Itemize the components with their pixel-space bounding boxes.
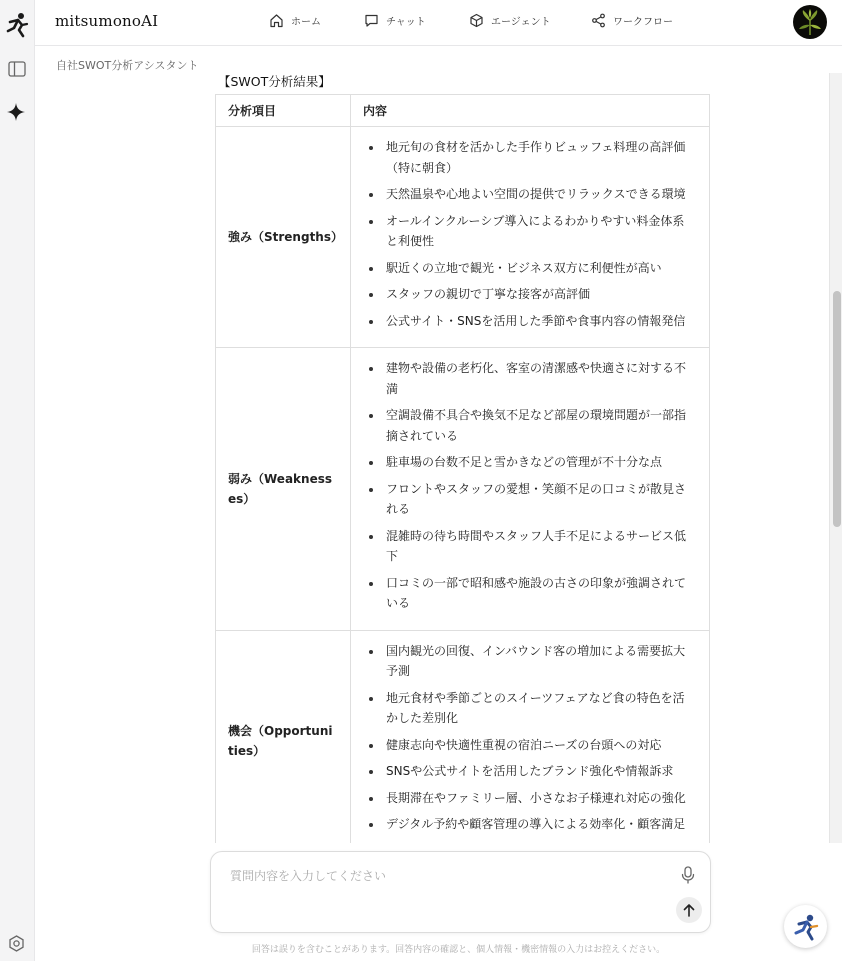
runner-mascot-icon [791,912,821,942]
nav-chat[interactable] [364,13,426,28]
table-row [216,127,710,348]
swot-table-header [216,95,710,127]
avatar-plant-icon [793,5,827,39]
chat-icon [364,13,379,28]
nav-agent-label: エージェント [491,17,551,28]
message-composer[interactable] [210,851,711,933]
list-item: 国内観光の回復、インバウンド客の増加による需要拡大予測 [364,641,696,682]
assistant-float-button[interactable] [784,905,827,948]
arrow-up-icon [683,904,695,917]
list-item: 地元食材や季節ごとのスイーツフェアなど食の特色を活かした差別化 [364,688,696,729]
list-item: 混雑時の待ち時間やスタッフ人手不足によるサービス低下 [364,526,696,567]
disclaimer-text: 回答は誤りを含むことがあります。回答内容の確認と、個人情報・機密情報の入力はお控えください。 [251,945,666,955]
app-brand[interactable]: mitsumonoAI [55,12,159,30]
row-label-opportunities: 機会（Opportunities） [216,630,351,843]
list-item: スタッフの親切で丁寧な接客が高評価 [364,284,696,305]
swot-table [215,94,710,843]
row-items-weaknesses [351,348,710,631]
list-item: デジタル予約や顧客管理の導入による効率化・顧客満足 [364,814,696,835]
list-item: 口コミの一部で昭和感や施設の古さの印象が強調されている [364,573,696,614]
sidebar-toggle-icon[interactable] [8,61,26,77]
list-item: 公式サイト・SNSを活用した季節や食事内容の情報発信 [364,311,696,332]
runner-logo-icon[interactable] [4,12,30,38]
list-item: 駅近くの立地で観光・ビジネス双方に利便性が高い [364,258,696,279]
top-bar [35,0,842,46]
list-item: フロントやスタッフの愛想・笑顔不足の口コミが散見される [364,479,696,520]
list-item: SNSや公式サイトを活用したブランド強化や情報訴求 [364,761,696,782]
list-item: 天然温泉や心地よい空間の提供でリラックスできる環境 [364,184,696,205]
share-icon [591,13,606,28]
nav-agent[interactable] [469,13,551,28]
header-content: 内容 [351,95,710,127]
microphone-icon[interactable] [680,866,696,884]
list-item: 駐車場の台数不足と雪かきなどの管理が不十分な点 [364,452,696,473]
chat-content [215,73,715,843]
row-items-opportunities [351,630,710,843]
list-item: 建物や設備の老朽化、客室の清潔感や快適さに対する不満 [364,358,696,399]
scrollbar-thumb[interactable] [833,291,841,527]
send-button[interactable] [676,897,702,923]
content-scrollbar[interactable] [829,73,842,843]
message-input[interactable]: 質問内容を入力してください [230,869,387,883]
list-item: 地元旬の食材を活かした手作りビュッフェ料理の高評価（特に朝食） [364,137,696,178]
row-items-strengths [351,127,710,348]
left-rail [0,0,35,961]
row-label-strengths: 強み（Strengths） [216,127,351,348]
list-item: 空調設備不具合や換気不足など部屋の環境問題が一部指摘されている [364,405,696,446]
nav-workflow[interactable] [591,13,673,28]
table-row [216,630,710,843]
list-item: オールインクルーシブ導入によるわかりやすい料金体系と利便性 [364,211,696,252]
list-item: 健康志向や快適性重視の宿泊ニーズの台頭への対応 [364,735,696,756]
breadcrumb[interactable]: 自社SWOT分析アシスタント [56,59,199,72]
cube-icon [469,13,484,28]
sparkle-icon[interactable] [7,103,25,121]
header-item: 分析項目 [216,95,351,127]
home-icon [269,13,284,28]
user-avatar[interactable] [793,5,827,39]
nav-home[interactable] [269,13,321,28]
list-item: 長期滞在やファミリー層、小さなお子様連れ対応の強化 [364,788,696,809]
row-label-weaknesses: 弱み（Weaknesses） [216,348,351,631]
swot-result-title: 【SWOT分析結果】 [218,74,331,89]
nav-chat-label: チャット [386,17,426,28]
nav-workflow-label: ワークフロー [613,17,673,28]
table-row [216,348,710,631]
nav-home-label: ホーム [291,17,321,28]
